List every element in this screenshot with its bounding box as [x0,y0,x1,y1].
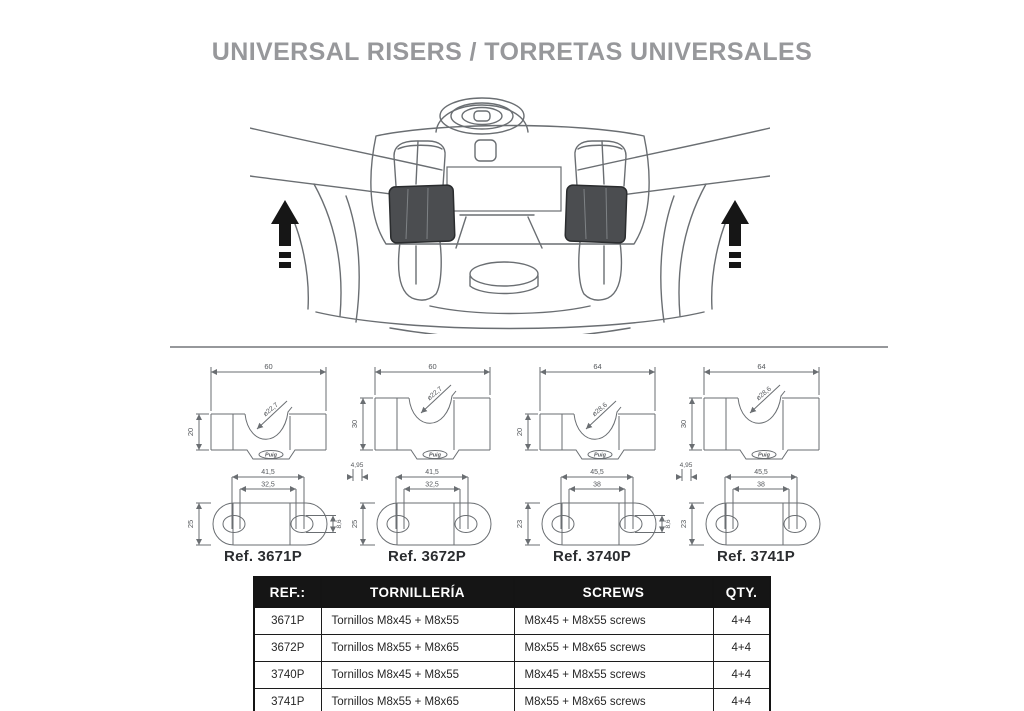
dimension-drawing [512,357,672,552]
ref-label: Ref. 3672P [388,548,466,565]
handlebar-riser-illustration [250,84,770,334]
table-row [254,689,770,711]
dim-hole-height: 8,6 [336,519,343,529]
line-art [250,98,770,334]
dim-top-height: 30 [350,419,359,429]
dim-plate-height: 25 [186,519,195,529]
puig-logo-text: Puig [594,452,606,459]
dim-plate-height: 25 [350,519,359,529]
table-cell: M8x55 + M8x65 screws [514,689,713,711]
header-ref: REF.: [254,577,321,607]
dim-plate-height: 23 [515,519,524,529]
table-cell: 3672P [254,635,321,662]
ref-label: Ref. 3740P [553,548,631,565]
table-cell: 3741P [254,689,321,711]
table-cell: M8x45 + M8x55 screws [514,607,713,635]
blank-label-plate [447,167,561,211]
technical-drawing-3741p [676,357,836,552]
up-arrow-icon-left [271,200,299,268]
dimension-drawing [347,357,507,552]
dim-bar-diameter: ø22,7 [262,401,280,419]
dim-top-height: 30 [679,419,688,429]
dim-top-width: 64 [757,362,766,371]
screws-table [253,576,771,711]
dim-hole-outer: 41,5 [261,469,275,476]
dimension-drawing [676,357,836,552]
up-arrow-icon-right [721,200,749,268]
puig-logo-text: Puig [429,452,441,459]
dim-hole-inner: 38 [757,481,765,489]
page-title: UNIVERSAL RISERS / TORRETAS UNIVERSALES [211,38,813,66]
dim-hole-inner: 38 [593,481,601,489]
table-cell: 3671P [254,607,321,635]
table-cell: Tornillos M8x45 + M8x55 [321,662,514,689]
header-qty: QTY. [713,577,770,607]
table-cell: 4+4 [713,635,770,662]
table-cell: 4+4 [713,607,770,635]
table-cell: M8x55 + M8x65 screws [514,635,713,662]
drawing-block-3741p [676,357,836,565]
dim-hole-outer: 45,5 [590,469,604,476]
dim-top-width: 60 [428,362,437,371]
drawing-block-3671p [183,357,343,565]
technical-drawing-3672p [347,357,507,552]
table-cell: 3740P [254,662,321,689]
technical-drawing-3740p [512,357,672,552]
table-cell: Tornillos M8x45 + M8x55 [321,607,514,635]
dim-hole-outer: 45,5 [754,469,768,476]
technical-drawing-3671p [183,357,343,552]
ref-label: Ref. 3741P [717,548,795,565]
dim-top-width: 64 [593,362,602,371]
dim-bar-diameter: ø28,6 [591,401,609,419]
table-row [254,662,770,689]
table-cell: Tornillos M8x55 + M8x65 [321,689,514,711]
table-cell: 4+4 [713,662,770,689]
separator-line [170,346,888,348]
dim-offset: 4,95 [679,462,693,469]
table-row [254,635,770,662]
table-header-row [254,577,770,607]
dim-plate-height: 23 [679,519,688,529]
puig-logo-text: Puig [758,452,770,459]
dim-hole-inner: 32,5 [261,481,275,489]
dim-hole-height: 8,6 [665,519,672,529]
header-screws: SCREWS [514,577,713,607]
dimension-drawing [183,357,343,552]
table-row [254,607,770,635]
dim-hole-inner: 32,5 [425,481,439,489]
drawing-block-3740p [512,357,672,565]
ref-label: Ref. 3671P [224,548,302,565]
table-cell: Tornillos M8x55 + M8x65 [321,635,514,662]
table-cell: 4+4 [713,689,770,711]
table-cell: M8x45 + M8x55 screws [514,662,713,689]
dim-bar-diameter: ø28,6 [755,385,773,403]
dim-top-height: 20 [186,427,195,437]
dim-offset: 4,95 [350,462,364,469]
drawing-block-3672p [347,357,507,565]
dim-bar-diameter: ø22,7 [426,385,444,403]
dim-top-height: 20 [515,427,524,437]
puig-logo-text: Puig [265,452,277,459]
dim-hole-outer: 41,5 [425,469,439,476]
header-tornilleria: TORNILLERÍA [321,577,514,607]
dim-top-width: 60 [264,362,273,371]
